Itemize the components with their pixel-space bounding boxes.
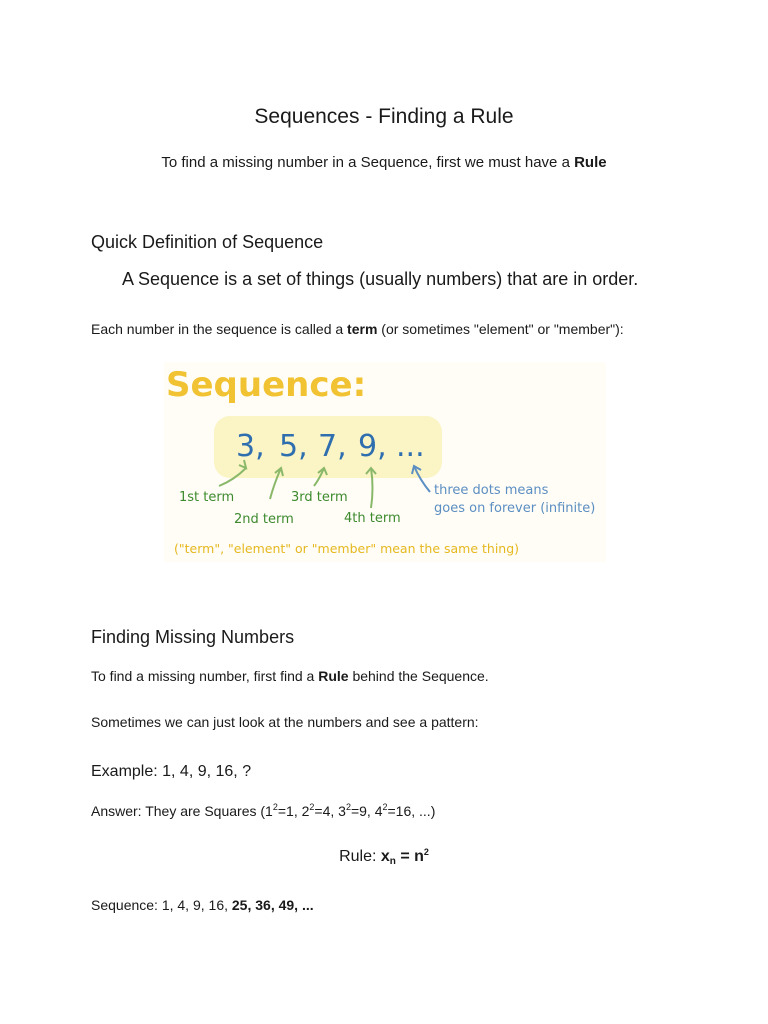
sequence-illustration [164, 362, 606, 562]
label-4th-term: 4th term [344, 511, 401, 526]
sequence-result [91, 897, 314, 913]
sequence-ellipsis: ... [396, 429, 425, 464]
example-text: Example: 1, 4, 9, 16, ? [91, 763, 252, 780]
dots-note-line-1: three dots means [434, 483, 549, 498]
label-1st-term: 1st term [179, 490, 235, 505]
page-title: Sequences - Finding a Rule [254, 105, 514, 128]
answer-part-2: =4, 3 [314, 803, 346, 819]
sequence-number-4: 9, [358, 429, 387, 464]
sequence-number-1: 3, [236, 429, 265, 464]
figure-footnote: ("term", "element" or "member" mean the same thing) [174, 541, 520, 556]
sequence-result-before: Sequence: 1, 4, 9, 16, [91, 897, 232, 913]
find-rule-after: behind the Sequence. [348, 668, 489, 684]
label-3rd-term: 3rd term [291, 490, 348, 505]
rule-math [381, 848, 429, 865]
rule-x: x [380, 848, 390, 865]
sequence-result-bold: 25, 36, 49, ... [231, 897, 314, 913]
rule-subscript: n [389, 856, 396, 867]
answer-exp-4: 2 [382, 802, 388, 812]
rule-label: Rule: [339, 848, 381, 865]
section-heading-missing-numbers: Finding Missing Numbers [91, 627, 295, 647]
rule-equals: = n [395, 848, 424, 865]
rule-exponent: 2 [423, 847, 429, 857]
rule-formula [0, 848, 768, 866]
intro-text-main: To find a missing number in a Sequence, first we must have a [161, 154, 575, 171]
intro-rule-bold: Rule [574, 154, 607, 171]
find-rule-bold: Rule [318, 668, 349, 684]
answer-part-1: =1, 2 [277, 803, 310, 819]
sequence-number-3: 7, [318, 429, 347, 464]
answer-exp-1: 2 [272, 802, 278, 812]
intro-text [0, 154, 768, 171]
term-description [91, 321, 624, 337]
find-rule-before: To find a missing number, first find a [91, 668, 319, 684]
dots-note-line-2: goes on forever (infinite) [434, 501, 596, 516]
answer-part-4: =16, ...) [387, 803, 436, 819]
definition-text: A Sequence is a set of things (usually numbers) that are in order. [122, 269, 639, 289]
find-rule-text [91, 668, 489, 684]
sequence-number-2: 5, [279, 429, 308, 464]
section-heading-definition: Quick Definition of Sequence [91, 232, 324, 252]
figure-heading: Sequence: [166, 365, 367, 405]
label-2nd-term: 2nd term [234, 512, 294, 527]
term-text-after: (or sometimes "element" or "member"): [377, 321, 624, 337]
pattern-text: Sometimes we can just look at the numbers and see a pattern: [91, 714, 479, 730]
term-text-before: Each number in the sequence is called a [91, 321, 348, 337]
answer-text [91, 803, 435, 819]
term-bold: term [347, 321, 378, 337]
answer-exp-3: 2 [345, 802, 351, 812]
answer-part-3: =9, 4 [350, 803, 383, 819]
answer-exp-2: 2 [309, 802, 315, 812]
answer-prefix: Answer: They are Squares (1 [91, 803, 273, 819]
